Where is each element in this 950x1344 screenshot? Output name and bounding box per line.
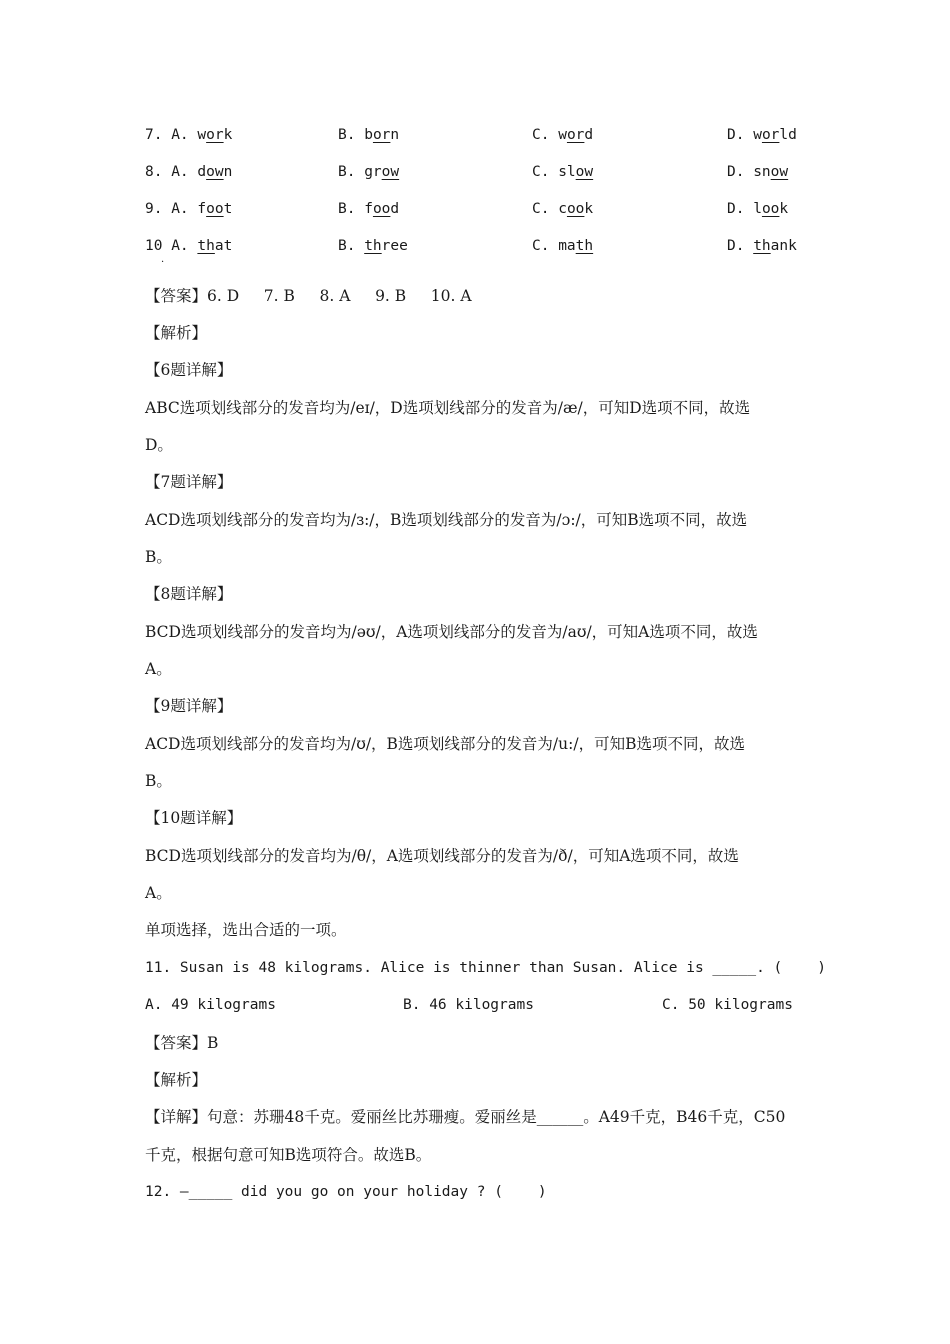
explanation-6-text: ABC选项划线部分的发音均为/eɪ/，D选项划线部分的发音为/æ/，可知D选项不同，故选 — [145, 399, 751, 417]
explanation-6-title: 【6题详解】 — [145, 361, 233, 379]
explanation-6-text-end: D。 — [145, 436, 173, 454]
explanation-8-text: BCD选项划线部分的发音均为/əʊ/，A选项划线部分的发音为/aʊ/，可知A选项不同，故选 — [145, 623, 758, 641]
explanation-8-text-end: A。 — [145, 660, 172, 678]
option-a: work — [197, 127, 233, 143]
explanation-9-title: 【9题详解】 — [145, 697, 233, 715]
question-11-stem: 11. Susan is 48 kilograms. Alice is thinner than Susan. Alice is _____. ( ) — [145, 960, 826, 976]
question-7-option-d: D. world — [727, 127, 797, 143]
question-8-option-b: B. grow — [338, 164, 400, 180]
option-a: down — [197, 164, 233, 180]
question-9 — [145, 199, 232, 219]
explanation-7-title: 【7题详解】 — [145, 473, 233, 491]
question-8-option-c: C. slow — [532, 164, 594, 180]
question-number: 10 A. — [145, 238, 189, 254]
question-number: 8. A. — [145, 164, 189, 180]
explanation-10-text: BCD选项划线部分的发音均为/θ/，A选项划线部分的发音为/ð/，可知A选项不同，故选 — [145, 847, 739, 865]
question-7-option-b: B. born — [338, 127, 400, 143]
question-7-option-c: C. word — [532, 127, 594, 143]
question-11-detail-end: 千克，根据句意可知B选项符合。故选B。 — [145, 1146, 432, 1164]
question-10-option-b: B. three — [338, 238, 408, 254]
explanation-10-title: 【10题详解】 — [145, 809, 243, 827]
explanation-9-text-end: B。 — [145, 772, 172, 790]
question-9-option-d: D. look — [727, 201, 789, 217]
answer-line: 【答案】6. D 7. B 8. A 9. B 10. A — [145, 287, 472, 305]
question-number: 7. A. — [145, 127, 189, 143]
question-11-option-b: B. 46 kilograms — [403, 997, 534, 1013]
explanation-7-text-end: B。 — [145, 548, 172, 566]
option-a: foot — [197, 201, 233, 217]
option-a: that — [197, 238, 233, 254]
question-11-detail: 【详解】句意：苏珊48千克。爱丽丝比苏珊瘦。爱丽丝是______。A49千克，B46千克，C50 — [145, 1108, 786, 1126]
explanation-7-text: ACD选项划线部分的发音均为/ɜ:/，B选项划线部分的发音为/ɔ:/，可知B选项不同，故选 — [145, 511, 748, 529]
question-10-option-d: D. thank — [727, 238, 797, 254]
section-title: 单项选择，选出合适的一项。 — [145, 921, 347, 939]
question-10 — [145, 236, 232, 256]
question-12-stem: 12. —_____ did you go on your holiday ? ( ) — [145, 1184, 547, 1200]
question-9-option-b: B. food — [338, 201, 400, 217]
question-11-analysis: 【解析】 — [145, 1071, 208, 1089]
decorative-dot: · — [161, 257, 165, 268]
explanation-8-title: 【8题详解】 — [145, 585, 233, 603]
question-11-option-a: A. 49 kilograms — [145, 997, 276, 1013]
question-11-option-c: C. 50 kilograms — [662, 997, 793, 1013]
question-8-option-d: D. snow — [727, 164, 789, 180]
question-8 — [145, 162, 232, 182]
question-number: 9. A. — [145, 201, 189, 217]
explanation-9-text: ACD选项划线部分的发音均为/ʊ/，B选项划线部分的发音为/u:/，可知B选项不同，故选 — [145, 735, 745, 753]
question-11-answer: 【答案】B — [145, 1034, 219, 1052]
analysis-heading: 【解析】 — [145, 324, 208, 342]
question-7 — [145, 125, 232, 145]
question-10-option-c: C. math — [532, 238, 594, 254]
question-9-option-c: C. cook — [532, 201, 594, 217]
explanation-10-text-end: A。 — [145, 884, 172, 902]
